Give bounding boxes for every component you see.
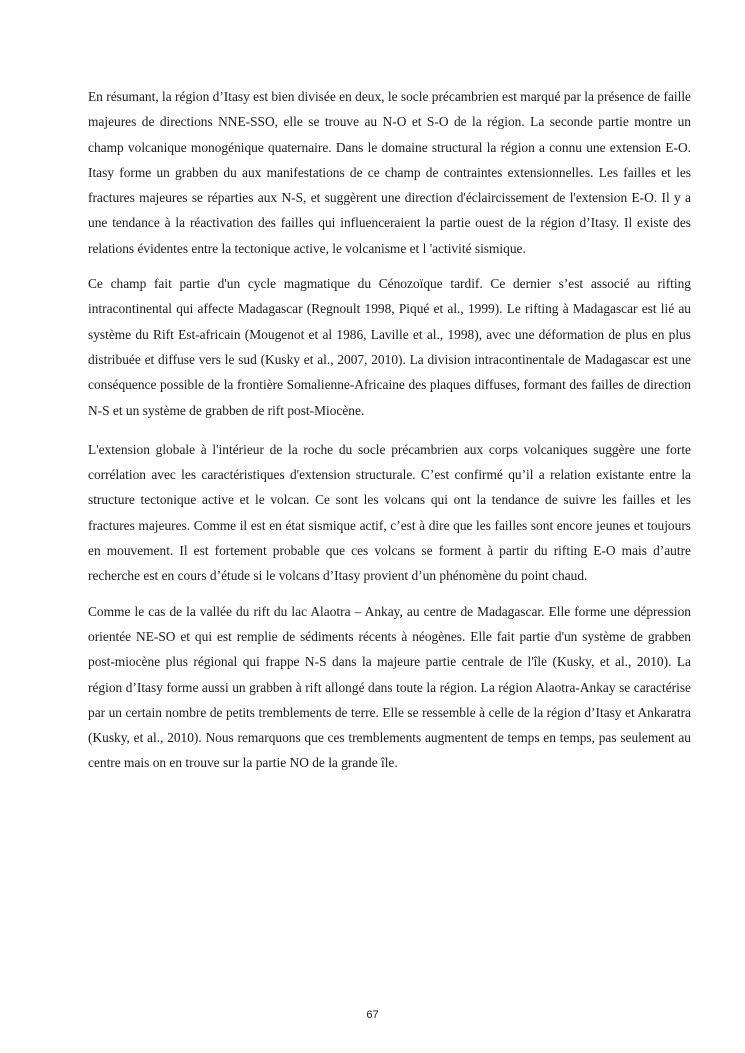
body-text [88,84,691,776]
paragraph-magmatic-cycle: Ce champ fait partie d'un cycle magmatique du Cénozoïque tardif. Ce dernier s’est associé au rifting intracontinental qui affecte Madagascar (Regnoult 1998, Piqué et al., 1999). Le rifting à Madagascar est lié au système du Rift Est-africain (Mougenot et al 1986, Laville et al., 1998), avec une déformation de plus en plus distribuée et diffuse vers le sud (Kusky et al., 2007, 2010). La division intracontinentale de Madagascar est une conséquence possible de la frontière Somalienne-Africaine des plaques diffuses, formant des failles de direction N-S et un système de grabben de rift post-Miocène. [88,276,691,418]
paragraph-alaotra-ankay: Comme le cas de la vallée du rift du lac Alaotra – Ankay, au centre de Madagascar. Elle forme une dépression orientée NE-SO et qui est remplie de sédiments récents à néogènes. Elle fait partie d'un système de grabben post-miocène plus régional qui frappe N-S dans la majeure partie centrale de l'île (Kusky, et al., 2010). La région d’Itasy forme aussi un grabben à rift allongé dans toute la région. La région Alaotra-Ankay se caractérise par un certain nombre de petits tremblements de terre. Elle se ressemble à celle de la région d’Itasy et Ankaratra (Kusky, et al., 2010). Nous remarquons que ces tremblements augmentent de temps en temps, pas seulement au centre mais on en trouve sur la partie NO de la grande île. [88,603,691,771]
paragraph-global-extension: L'extension globale à l'intérieur de la roche du socle précambrien aux corps volcaniques suggère une forte corrélation avec les caractéristiques d'extension structurale. C’est confirmé qu’il a relation existante entre la structure tectonique active et le volcan. Ce sont les volcans qui ont la tendance de suivre les failles et les fractures majeures. Comme il est en état sismique actif, c’est à dire que les failles sont encore jeunes et toujours en mouvement. Il est fortement probable que ces volcans se forment à partir du rifting E-O mais d’autre recherche est en cours d’étude si le volcans d’Itasy provient d’un phénomène du point chaud. [88,441,691,584]
page-number: 67 [366,1009,379,1021]
paragraph-itasy-summary: En résumant, la région d’Itasy est bien divisée en deux, le socle précambrien est marqué par la présence de faille majeures de directions NNE-SSO, elle se trouve au N-O et S-O de la région. La seconde partie montre un champ volcanique monogénique quaternaire. Dans le domaine structural la région a connu une extension E-O. Itasy forme un grabben du aux manifestations de ce champ de contraintes extensionnelles. Les failles et les fractures majeures se réparties aux N-S, et suggèrent une direction d'éclaircissement de l'extension E-O. Il y a une tendance à la réactivation des failles qui influenceraient la partie ouest de la région d’Itasy. Il existe des relations évidentes entre la tectonique active, le volcanisme et l 'activité sismique. [88,89,691,256]
